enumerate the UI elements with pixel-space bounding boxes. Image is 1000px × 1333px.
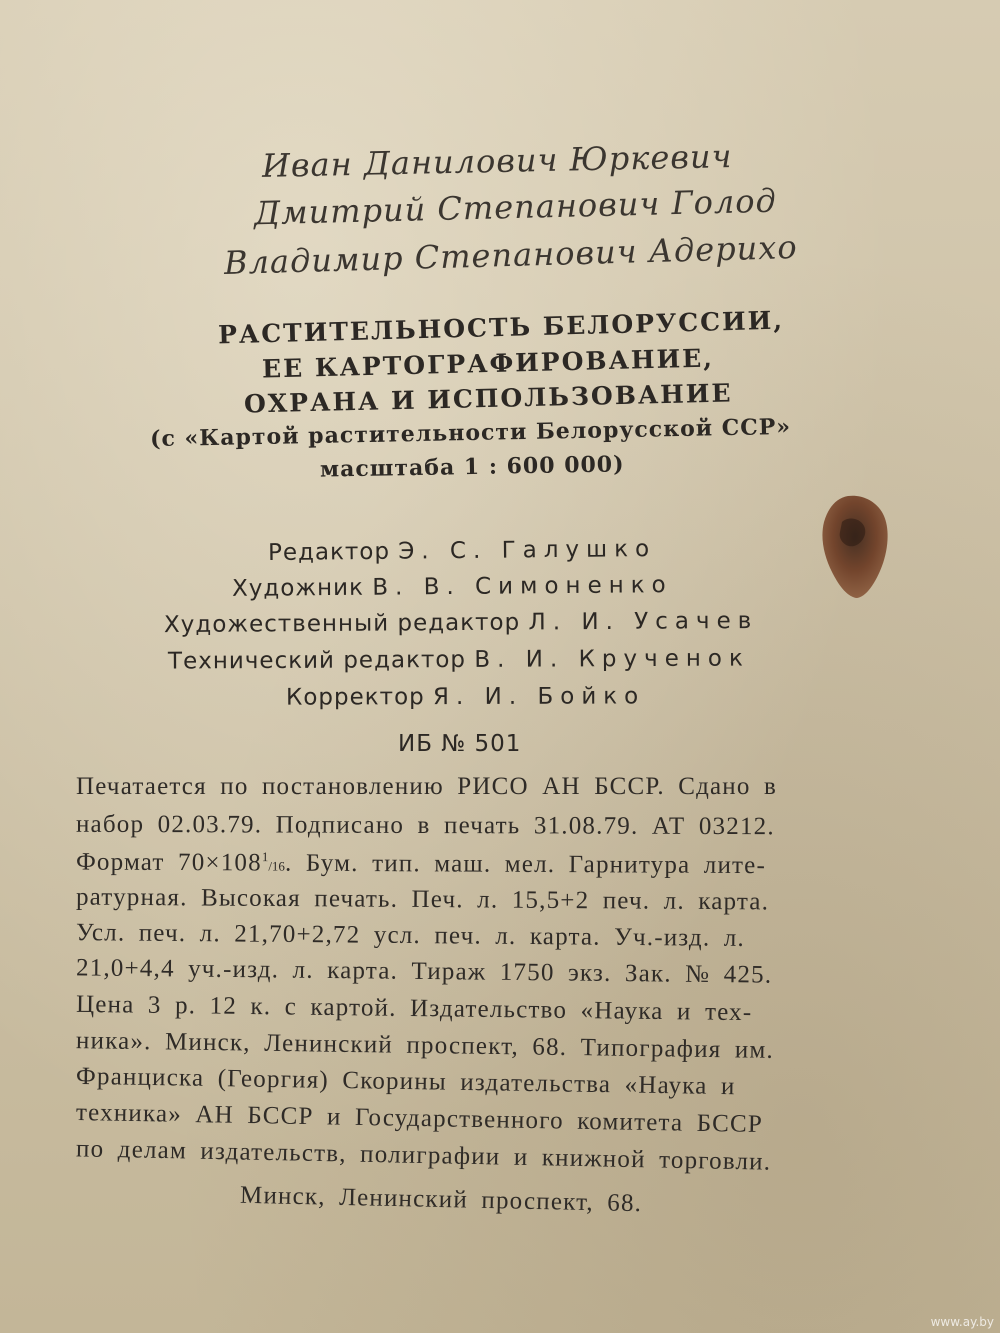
imprint-format-sup: 1 [261,849,269,865]
subtitle-line-1: (с «Картой растительности Белорусской ССР» [149,413,792,453]
imprint-line-11: по делам издательств, полиграфии и книжной торговли. [75,1135,772,1176]
imprint-line-8: ника». Минск, Ленинский проспект, 68. Типография им. [75,1027,775,1064]
imprint-format-rest: . Бум. тип. маш. мел. Гарнитура лите- [284,849,767,880]
title-line-1: РАСТИТЕЛЬНОСТЬ БЕЛОРУССИИ, [217,305,785,350]
credit-role: Художественный редактор [163,609,521,639]
imprint-line-10: техника» АН БССР и Государственного комитета БССР [75,1099,764,1138]
watermark-text: www.ay.by [930,1315,994,1329]
title-line-2: ЕЕ КАРТОГРАФИРОВАНИЕ, [261,343,715,384]
imprint-line-12: Минск, Ленинский проспект, 68. [239,1181,643,1218]
title-line-3: ОХРАНА И ИСПОЛЬЗОВАНИЕ [243,378,733,419]
subtitle-line-2: масштаба 1 : 600 000) [319,451,625,483]
imprint-line-6: 21,0+4,4 уч.-изд. л. карта. Тираж 1750 экз. Зак. № 425. [75,954,773,989]
author-2: Дмитрий Степанович Голод [253,181,778,233]
imprint-line-3 [76,848,766,880]
credit-role: Редактор [267,538,391,567]
credit-role: Технический редактор [167,646,467,675]
credit-role: Корректор [285,684,425,711]
credit-name: В. И. Крученок [474,645,750,673]
imprint-format: Формат 70×108 [75,848,262,877]
credit-proofreader [286,683,645,710]
author-1: Иван Данилович Юркевич [261,137,733,185]
imprint-line-4: ратурная. Высокая печать. Печ. л. 15,5+2 печ. л. карта. [75,883,770,916]
imprint-line-9: Франциска (Георгия) Скорины издательства «Наука и [75,1062,736,1101]
credit-editor [268,536,656,566]
imprint-format-frac: /16 [268,858,286,874]
ib-number: ИБ № 501 [398,731,522,757]
credit-art-editor [164,608,758,638]
credit-artist [232,572,673,602]
imprint-line-5: Усл. печ. л. 21,70+2,72 усл. печ. л. карта. Уч.-изд. л. [75,919,746,952]
credit-name: В. В. Симоненко [372,572,673,601]
author-3: Владимир Степанович Адерихо [223,227,799,283]
credit-name: Я. И. Бойко [432,683,646,711]
credit-name: Л. И. Усачев [528,607,759,636]
imprint-line-1: Печатается по постановлению РИСО АН БССР. Сдано в [76,773,778,800]
imprint-line-2: набор 02.03.79. Подписано в печать 31.08.79. АТ 03212. [75,810,775,841]
credit-role: Художник [231,574,365,602]
imprint-line-7: Цена 3 р. 12 к. с картой. Издательство «Наука и тех- [75,990,753,1027]
credit-technical-editor [168,645,750,674]
credit-name: Э. С. Галушко [398,535,657,565]
rust-stain [818,492,892,602]
